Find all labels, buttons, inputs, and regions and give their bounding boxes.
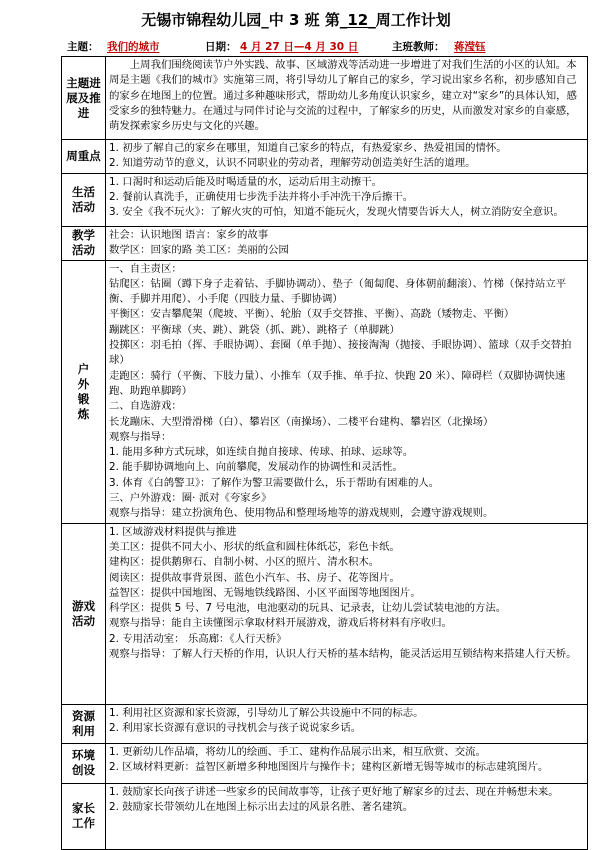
row-label-part: 活动: [72, 243, 95, 258]
content-line: 数学区：回家的路 美工区：美丽的公园: [109, 243, 289, 256]
content-line: 1. 鼓励家长向孩子讲述一些家乡的民间故事等，让孩子更好地了解家乡的过去、现在并畅想未来。: [109, 785, 559, 798]
row-label-part: 进: [77, 105, 90, 120]
content-line: 平衡区：安吉攀爬架（爬坡、平衡）、轮胎（双手交替推、平衡）、高跷（矮物走、平衡）: [109, 308, 515, 321]
content-line: 2. 利用家长资源有意识的寻找机会与孩子说说家乡话。: [109, 721, 362, 734]
row-label-part: 锻: [77, 391, 90, 406]
content-line: 观察与指导：建立扮演角色、使用物品和整理场地等的游戏规则，会遵守游戏规则。: [109, 507, 494, 520]
row-content: [106, 523, 588, 704]
theme-label: 主题：: [67, 41, 99, 53]
content-line: 3. 体育《白鸽警卫》：了解作为警卫需要做什么，乐于帮助有困难的人。: [109, 476, 440, 489]
title-suffix: 周工作计划: [375, 11, 451, 29]
content-line: 美工区：提供不同大小、形状的纸盒和圆柱体纸芯，彩色卡纸。: [109, 540, 400, 553]
teacher-value: 蒋滢钰: [454, 41, 486, 53]
row-content: [106, 57, 588, 140]
content-line: 1. 能用多种方式玩球，如连续自抛自接球、传球、拍球、运球等。: [109, 446, 414, 459]
content-line: 3. 安全《我不玩火》：了解火灾的可怕，知道不能玩火，发现火情要告诉大人，树立消防安全意识。: [109, 206, 564, 219]
row-label-part: 创设: [72, 763, 95, 778]
row-content: [106, 704, 588, 743]
row-label-part: 环境: [72, 748, 95, 763]
plan-row: [62, 260, 588, 523]
content-line: 走跑区：骑行（平衡、下肢力量）、小推车（双手推、单手拉、快跑 20 米）、障碍栏（双脚协调快速跑、助跑单脚跨）: [109, 369, 566, 397]
row-content: [106, 173, 588, 226]
row-content: [106, 260, 588, 523]
content-line: 1. 口渴时和运动后能及时喝适量的水，运动后用主动擦干。: [109, 175, 382, 188]
content-line: 2. 知道劳动节的意义，认识不同职业的劳动者，理解劳动创造美好生活的道理。: [109, 157, 476, 170]
row-label: [62, 226, 106, 260]
content-line: 观察与指导：能自主读懂图示拿取材料开展游戏，游戏后将材料有序收归。: [109, 617, 452, 630]
content-line: 益智区：提供中国地图、无锡地铁线路图、小区平面图等地图图片。: [109, 586, 421, 599]
row-label: [62, 57, 106, 140]
date-value: 4 月 27 日—4 月 30 日: [240, 41, 359, 53]
row-label-part: 利用: [72, 723, 95, 738]
row-label-part: 主题进: [66, 75, 101, 90]
row-label-part: 资源: [72, 708, 95, 723]
content-line: 2. 专用活动室： 乐高廊：《人行天桥》: [109, 632, 287, 645]
plan-row: [62, 140, 588, 174]
row-label: [62, 260, 106, 523]
content-line: 上周我们围绕阅读节户外实践、故事、区域游戏等活动进一步增进了对我们生活的小区的认知。本周是主题《我们的城市》实施第三周，将引导幼儿了解自己的家乡，学习说出家乡名称，初步感知自己的家乡在地图上的位置。通过多种趣味形式，帮助幼儿多角度认识家乡，建立对“家乡”的具体认知，感受家乡的独特魅力。在通过与同伴讨论与交流的过程中，了解家乡的历史，从而激发对家乡的自豪感，萌发探索家乡历史与文化的兴趣。: [109, 59, 577, 133]
row-label: [62, 173, 106, 226]
row-label-part: 周重点: [66, 148, 101, 163]
content-line: 蹦跳区：平衡球（夹、跳）、跳袋（抓、跳）、跳格子（单脚跳）: [109, 323, 400, 336]
teacher-label: 主班教师：: [392, 41, 445, 53]
row-label: [62, 704, 106, 743]
content-line: 1. 初步了解自己的家乡在哪里，知道自己家乡的特点，有热爱家乡、热爱祖国的情怀。: [109, 142, 507, 154]
row-label-part: 生活: [72, 184, 95, 199]
row-label-part: 活动: [72, 199, 95, 214]
row-label-part: 展及推: [66, 90, 101, 105]
plan-row: [62, 704, 588, 743]
plan-row: [62, 523, 588, 704]
content-line: 1. 更新幼儿作品墙，将幼儿的绘画、手工、建构作品展示出来，相互欣赏、交流。: [109, 745, 486, 758]
plan-row: [62, 783, 588, 849]
content-line: 二、自选游戏：: [109, 400, 182, 413]
title-school: 无锡市锦程幼儿园: [141, 11, 262, 29]
content-line: 1. 区域游戏材料提供与推进: [109, 525, 237, 538]
content-line: 阅读区：提供故事背景图、蓝色小汽车、书、房子、花等图片。: [109, 571, 400, 584]
content-line: 投掷区：羽毛拍（挥、手眼协调）、套圈（单手抛）、接接淘淘（抛接、手眼协调）、篮球（双手交替拍球）: [109, 339, 572, 367]
row-label-part: 炼: [77, 406, 90, 421]
content-line: 2. 能手脚协调地向上、向前攀爬，发展动作的协调性和灵活性。: [109, 461, 403, 474]
content-line: 观察与指导：了解人行天桥的作用，认识人行天桥的基本结构，能灵活运用互锁结构来搭建人行天桥。: [109, 648, 577, 661]
row-label-part: 户: [77, 361, 90, 376]
row-label-part: 游戏: [72, 598, 95, 613]
row-label: [62, 140, 106, 174]
row-label-part: 工作: [72, 816, 95, 831]
row-label-part: 活动: [72, 613, 95, 628]
row-content: [106, 783, 588, 849]
content-line: 观察与指导：: [109, 430, 172, 443]
content-line: 2. 区域材料更新：益智区新增多种地图图片与操作卡；建构区新增无锡等城市的标志建筑图片。: [109, 760, 549, 773]
row-label: [62, 783, 106, 849]
content-line: 钻爬区：钻圈（蹲下身子走着钻、手脚协调动）、垫子（匍匐爬、身体朝前翻滚）、竹梯（保持站立平衡、手脚并用爬）、小手爬（四肢力量、手脚协调）: [109, 277, 567, 306]
row-label-part: 外: [77, 376, 90, 391]
content-line: 科学区：提供 5 号、7 号电池，电池驱动的玩具、记录表，让幼儿尝试装电池的方法。: [109, 602, 507, 615]
theme-value: 我们的城市: [107, 41, 160, 53]
title-week-pre: 第: [319, 11, 340, 29]
plan-row: [62, 57, 588, 140]
title-week-number: _12_: [339, 11, 376, 29]
content-line: 建构区：提供鹅卵石、自制小树、小区的照片、清水积木。: [109, 556, 380, 569]
plan-table: [61, 56, 588, 850]
plan-row: [62, 226, 588, 260]
content-line: 长龙蹦床、大型滑滑梯（白）、攀岩区（南操场）、二楼平台建构、攀岩区（北操场）: [109, 415, 494, 428]
content-line: 1. 利用社区资源和家长资源，引导幼儿了解公共设施中不同的标志。: [109, 706, 424, 719]
plan-row: [62, 743, 588, 783]
row-label-part: 教学: [72, 228, 95, 243]
row-content: [106, 226, 588, 260]
page-title: [0, 9, 592, 30]
row-label-part: 家长: [72, 801, 95, 816]
row-content: [106, 743, 588, 783]
title-class: _中 3 班: [261, 11, 320, 29]
row-content: [106, 140, 588, 174]
content-line: 2. 鼓励家长带领幼儿在地图上标示出去过的风景名胜、著名建筑。: [109, 800, 414, 813]
date-label: 日期：: [205, 41, 237, 53]
content-line: 2. 餐前认真洗手，正确使用七步洗手法并将小手冲洗干净后擦干。: [109, 190, 414, 203]
content-line: 社会：认识地图 语言：家乡的故事: [109, 228, 269, 241]
plan-row: [62, 173, 588, 226]
row-label: [62, 743, 106, 783]
row-label: [62, 523, 106, 704]
content-line: 三、户外游戏：圈· 派对《夸家乡》: [109, 492, 272, 505]
content-line: 一、自主责区：: [109, 262, 182, 275]
